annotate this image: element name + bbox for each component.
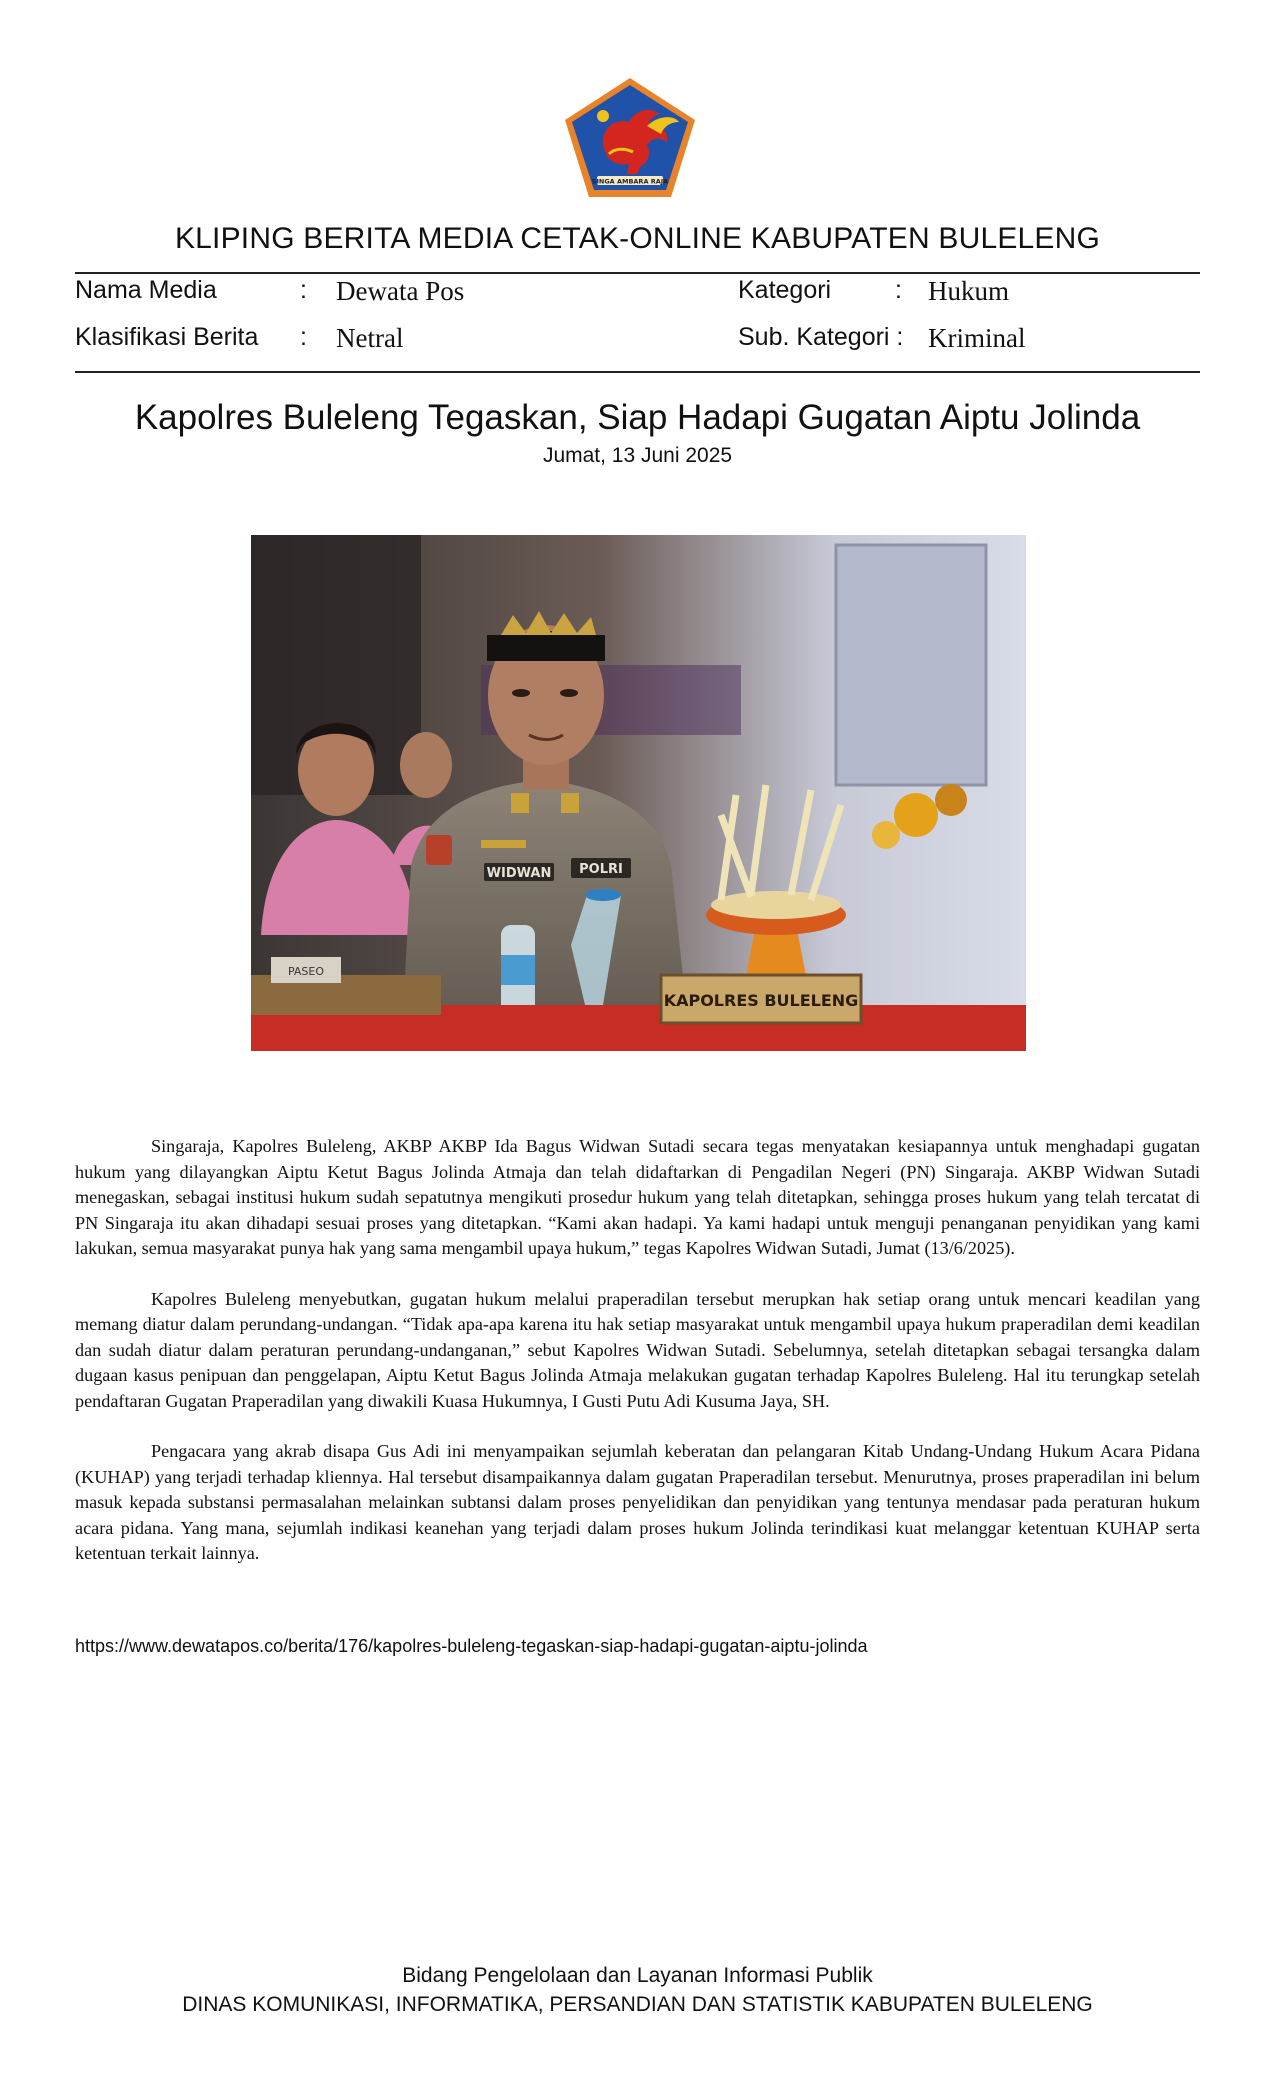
kategori-label: Kategori — [738, 276, 832, 304]
article-paragraph: Singaraja, Kapolres Buleleng, AKBP AKBP Ida Bagus Widwan Sutadi secara tegas menyatakan kesiapannya untuk menghadapi gugatan hukum yang dilayangkan Aiptu Ketut Bagus Jolinda Atmaja dan telah didaftarkan di Pengadilan Negeri (PN) Singaraja. AKBP Widwan Sutadi menegaskan, sebagai institusi hukum sudah sepatutnya mengikuti prosedur hukum yang telah ditetapkan, sehingga proses hukum yang telah tercatat di PN Singaraja itu akan dihadapi sesuai proses yang ditetapkan. “Kami akan hadapi. Ya kami hadapi untuk menguji penanganan penyidikan yang kami lakukan, semua masyarakat punya hak yang sama mengambil upaya hukum,” tegas Kapolres Widwan Sutadi, Jumat (13/6/2025). — [75, 1136, 1200, 1258]
kategori-value: Hukum — [928, 276, 1009, 306]
header-divider-top — [75, 272, 1200, 274]
footer-agency: DINAS KOMUNIKASI, INFORMATIKA, PERSANDIAN DAN STATISTIK KABUPATEN BULELENG — [182, 1993, 1093, 2016]
desk-nameplate: KAPOLRES BULELENG — [663, 991, 859, 1010]
media-value: Dewata Pos — [336, 276, 465, 306]
article-paragraph: Pengacara yang akrab disapa Gus Adi ini menyampaikan sejumlah keberatan dan pelangaran Kitab Undang-Undang Hukum Acara Pidana (KUHAP) yang terjadi terhadap kliennya. Hal tersebut disampaikannya dalam gugatan Praperadilan tersebut. Menurutnya, proses praperadilan ini belum masuk kepada substansi permasalahan melainkan subtansi dalam proses penyelidikan dan penyidikan yang tentunya mendasar pada peraturan hukum acara pidana. Yang mana, sejumlah indikasi keanehan yang terjadi dalam proses hukum Jolinda terindikasi kuat melanggar ketentuan KUHAP serta ketentuan terkait lainnya. — [75, 1441, 1200, 1563]
article-paragraph: Kapolres Buleleng menyebutkan, gugatan hukum melalui praperadilan tersebut merupkan hak setiap orang untuk mencari keadilan yang memang diatur dalam perundang-undangan. “Tidak apa-apa karena itu hak setiap masyarakat untuk mengambil upaya hukum praperadilan demi keadilan dan sudah diatur dalam peraturan perundang-undanganan,” sebut Kapolres Widwan Sutadi. Sebelumnya, setelah ditetapkan sebagai tersangka dalam dugaan kasus penipuan dan penggelapan, Aiptu Ketut Bagus Jolinda Atmaja melakukan gugatan terhadap Kapolres Buleleng. Hal itu terungkap setelah pendaftaran Gugatan Praperadilan yang diwakili Kuasa Hukumnya, I Gusti Putu Adi Kusuma Jaya, SH. — [75, 1288, 1200, 1411]
metadata-row-media — [75, 276, 1200, 316]
article-date: Jumat, 13 Juni 2025 — [542, 444, 733, 467]
name-tag: WIDWAN — [486, 866, 552, 881]
media-colon: : — [300, 276, 307, 304]
klasifikasi-label: Klasifikasi Berita — [75, 323, 259, 351]
media-label: Nama Media — [75, 276, 217, 304]
footer-department: Bidang Pengelolaan dan Layanan Informasi Publik — [402, 1964, 873, 1987]
subkategori-value: Kriminal — [928, 323, 1026, 353]
photo-illustration — [251, 535, 1026, 1051]
article-photo — [251, 535, 1026, 1051]
klasifikasi-value: Netral — [336, 323, 404, 353]
header-divider-bottom — [75, 371, 1200, 373]
emblem-graphic — [563, 76, 697, 200]
article-headline: Kapolres Buleleng Tegaskan, Siap Hadapi Gugatan Aiptu Jolinda — [134, 398, 1141, 437]
buleleng-regency-emblem — [563, 76, 697, 200]
polri-badge: POLRI — [579, 862, 623, 877]
source-url-link[interactable]: https://www.dewatapos.co/berita/176/kapolres-buleleng-tegaskan-siap-hadapi-gugatan-aiptu-jolinda — [75, 1636, 868, 1656]
article-body — [75, 1134, 1200, 1592]
metadata-row-classification — [75, 323, 1200, 363]
subkategori-label: Sub. Kategori : — [738, 323, 904, 351]
klasifikasi-colon: : — [300, 323, 307, 351]
document-title: KLIPING BERITA MEDIA CETAK-ONLINE KABUPATEN BULELENG — [174, 222, 1101, 255]
emblem-motto: SINGA AMBARA RAJA — [591, 177, 669, 186]
kategori-colon: : — [895, 276, 902, 304]
table-bottle-label: PASEO — [287, 965, 325, 978]
